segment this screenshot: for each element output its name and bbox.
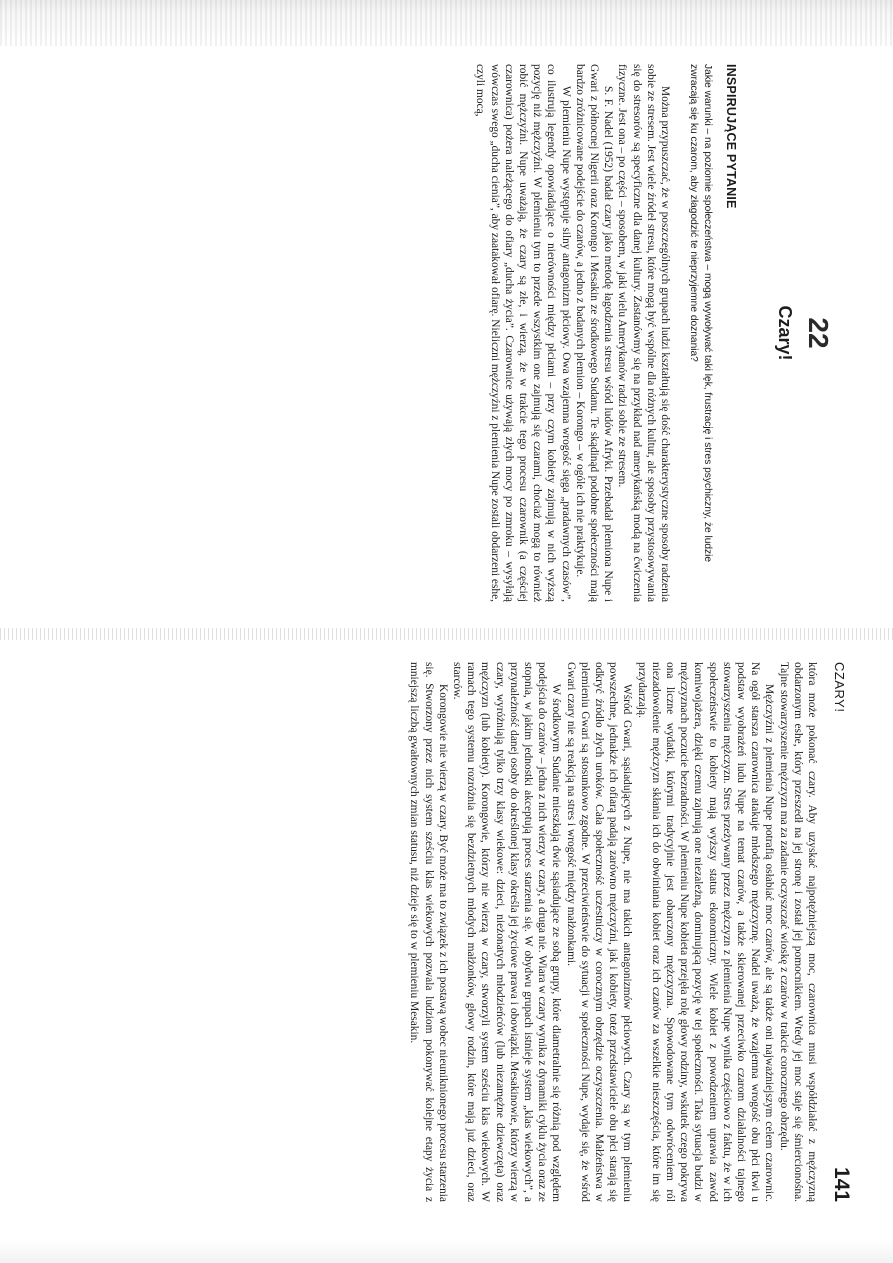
page-141 [0,638,893,1230]
right-paragraph-3: Wśród Gwari, sąsiadujących z Nupe, nie ma takich antagonizmów płciowych. Czary są w tym plemieniu powszechne, jednakże ich ofiarą padają zarówno mężczyźni, jak i kobiety, toteż przedstawiciele obu płci starają się odkryć źródło złych uroków. Cała społeczność uczestniczy w corocznym obrzędzie oczyszczenia. Małżeństwa w plemieniu Gwari są stosunkowo zgodne. W przeciwieństwie do sytuacji w społeczności Nupe, wydaje się, że wśród Gwari czary nie są reakcją na stres i wrogość między małżonkami. [564,662,634,1202]
right-paragraph-4: W środkowym Sudanie mieszkają dwie sąsiadujące ze sobą grupy, które diametralnie się różnią pod względem podejścia do czarów – jedna z nich wierzy w czary, a druga nie. Wiara w czary wynika z dynamiki cyklu życia oraz ze stopnia, w jakim jednostki akceptują proces starzenia się. W obydwu grupach istnieje system „klas wiekowych”, a przynależność danej osoby do określonej klasy określa jej życiowe prawa i obowiązki. Mesakinowie, którzy wierzą w czary, wyróżniają tylko trzy klasy wiekowe: dzieci, nieżonatych młodzieńców (lub niezamężne dziewczęta) oraz mężczyzn (lub kobiety). Korongowie, którzy nie wierzą w czary, stworzyli system sześciu klas wiekowych. W ramach tego systemu rozróżnia się bezdzietnych młodych małżonków, głowy rodzin, które mają już dzieci, oraz starców. [450,662,563,1202]
chapter-title: Czary! [775,305,795,361]
book-spread [0,30,893,1230]
running-header [829,662,853,1202]
right-paragraph-5: Korongowie nie wierzą w czary. Być może ma to związek z ich postawą wobec nieuniknionego procesu starzenia się. Stworzony przez nich system sześciu klas wiekowych pozwala ludziom pokonywać kolejne etapy życia z mniejszą liczbą gwałtownych zmian statusu, niż dzieje się to w plemieniu Mesakin. [408,662,449,1202]
chapter-number: 22 [803,317,834,349]
inspiring-question: Jakie warunki – na poziomie społeczeństwa – mogą wywoływać taki lęk, frustrację i stres psychiczny, że ludzie zwracają się ku czarom, aby złagodzić te nieprzyjemne doznania? [688,64,713,563]
left-paragraph-1: Można przypuszczać, że w poszczególnych grupach ludzi kształtują się dość charakterystyczne sposoby radzenia sobie ze stresem. Jest wiele źródeł stresu, które mogą być wspólne dla różnych kultur, ale sposoby przystosowywania się do stresorów są specyficzne dla danej kultury. Zastanówmy się na przykład nad amerykańską modą na ćwiczenia fizyczne. Jest ona – po części – sposobem, w jaki wielu Amerykanów radzi sobie ze stresem. [616,64,671,602]
section-heading: INSPIRUJĄCE PYTANIE [724,64,738,209]
right-paragraph-2: Mężczyźni z plemienia Nupe potrafią osłabiać moc czarów, ale są także oni najważniejszym celem czarownic. Na ogół starsza czarownica atakuje młodszego mężczyznę. Nadel uważa, że wzajemna wrogość obu płci tkwi u podstaw wyobrażeń ludu Nupe na temat czarów, a także skierowanej przeciwko czarom działalności tajnego stowarzyszenia mężczyzn. Stres przeżywany przez mężczyzn z plemienia Nupe wynika częściowo z faktu, że w ich społeczeństwie to kobiety mają wyższy status ekonomiczny. Wiele kobiet z powodzeniem uprawia zawód komiwojażera, dzięki czemu zajmują one niezależną, dominującą pozycję w tej społeczności. Taka sytuacja budzi w mężczyznach poczucie bezradności. W plemieniu Nupe kobieta przejęła rolę głowy rodziny, wskutek czego pokrywa ona liczne wydatki, którymi tradycyjnie jest obarczony mężczyzna. Spowodowane tym odwróceniem ról niezadowolenie mężczyzn skłania ich do obwiniania kobiet oraz ich czarów za wszelkie nieszczęścia, które im się przydarzają. [635,662,776,1202]
page-number: 141 [830,1166,853,1202]
page-140 [0,30,893,630]
left-paragraph-2: S. F. Nadel (1952) badał czary jako metodę łagodzenia stresu wśród ludów Afryki. Przebadał plemiona Nupe i Gwari z północnej Nigerii oraz Korongo i Mesakin ze środkowego Sudanu. Te skądinąd podobne społeczności mają bardzo zróżnicowane podejście do czarów, a jedno z badanych plemion – Korongo – w ogóle ich nie praktykuje. [573,64,615,602]
running-title: CZARY! [832,662,847,713]
chapter-heading [738,64,853,602]
scan-edge-bottom [0,1240,893,1263]
right-paragraph-1: która może pokonać czary. Aby uzyskać najpotężniejszą moc, czarownica musi współdziałać z mężczyzną obdarzonym eshe, który przeszedł na jej stronę i został jej pomocnikiem. Wtedy jej moc staje się śmiercionośna. Tajne stowarzyszenie mężczyzn ma za zadanie oczyszczać wioskę z czarów w trakcie corocznego obrzędu. [777,662,818,1202]
left-paragraph-3: W plemieniu Nupe występuje silny antagonizm płciowy. Owa wzajemna wrogość sięga „pradawnych czasów”, co ilustrują legendy opowiadające o nierówności między płciami – przy czym kobiety zajmują w nich wyższą pozycję niż mężczyźni. W plemieniu tym to przede wszystkim one zajmują się czarami, chociaż mogą to również robić mężczyźni. Nupe uważają, że czary są złe, i wierzą, że w trakcie tego procesu czarownik (a częściej czarownica) pożera należącego do ofiary „ducha życia”. Czarownice używają złych mocy po zmroku – wysyłają wówczas swego „ducha cienia”, aby zaatakował ofiarę. Nieliczni mężczyźni z plemienia Nupe zostali obdarzeni eshe, czyli mocą, [474,64,572,602]
